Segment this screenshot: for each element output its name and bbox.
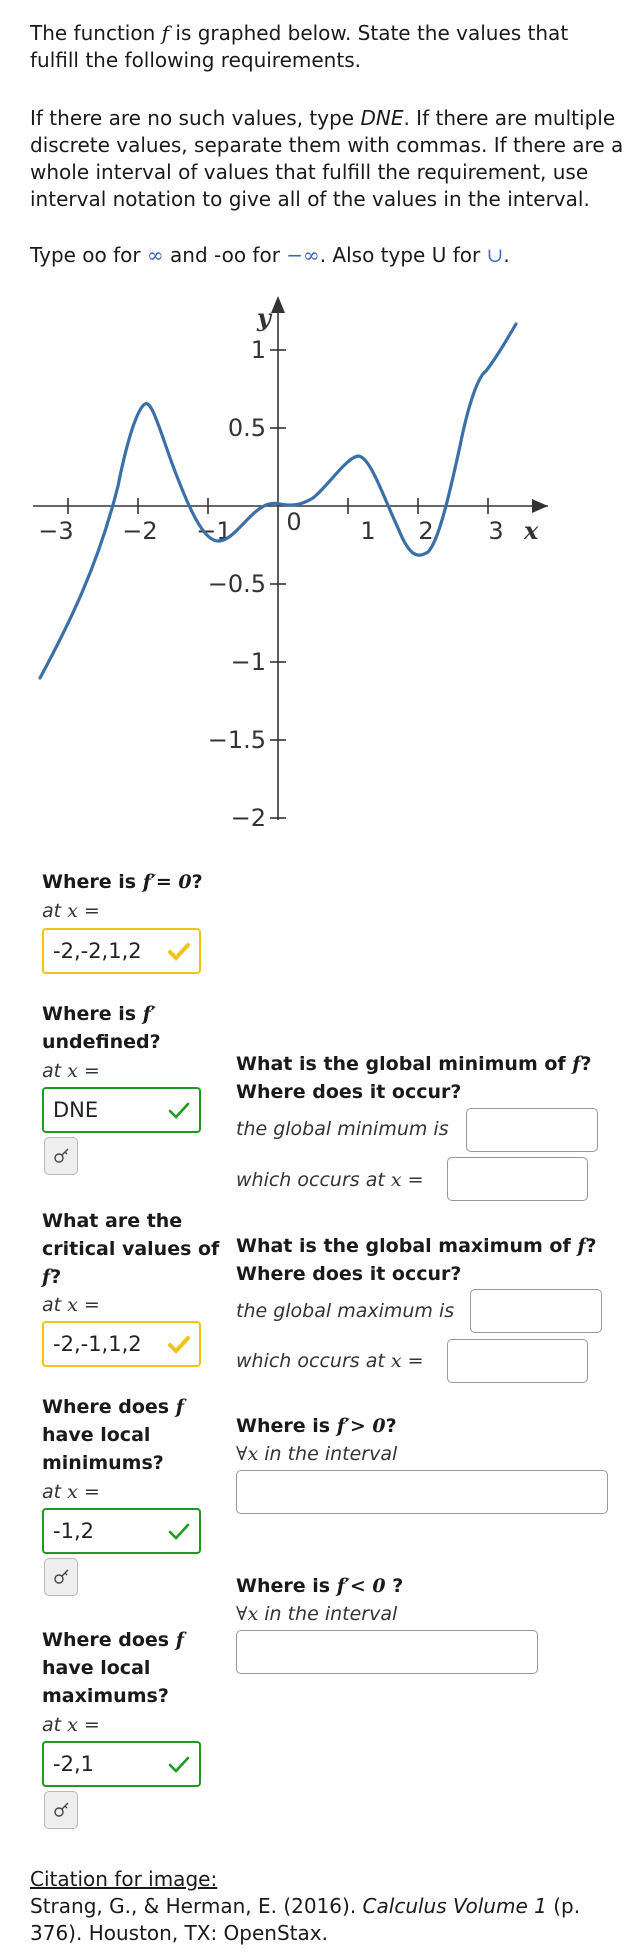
- y-tick-label: −1: [230, 648, 266, 676]
- at-x-label: at x =: [42, 1060, 100, 1082]
- y-tick-label: 0.5: [227, 414, 266, 442]
- occurs-at-label: which occurs at x =: [236, 1350, 424, 1372]
- decreasing-interval-input[interactable]: [236, 1630, 538, 1674]
- global-minimum-label: the global minimum is: [236, 1118, 449, 1140]
- instructions-line-2: discrete values, separate them with commas. If there are a: [30, 133, 624, 157]
- at-x-label: at x =: [42, 1481, 100, 1503]
- x-tick-label: 2: [418, 517, 434, 545]
- question-derivative-positive: Where is f′> 0?: [236, 1415, 397, 1437]
- question-critical-values: What are the critical values of f?: [42, 1210, 220, 1288]
- global-minimum-location-input[interactable]: [447, 1157, 588, 1201]
- check-icon: [167, 1098, 191, 1122]
- instructions-line-3: whole interval of values that fulfill the requirement, use: [30, 160, 589, 184]
- increasing-interval-input[interactable]: [236, 1470, 608, 1514]
- question-derivative-negative: Where is f′< 0 ?: [236, 1575, 404, 1597]
- check-partial-icon: [167, 1332, 191, 1356]
- show-answer-key-button[interactable]: [44, 1137, 78, 1175]
- derivative-undefined-input[interactable]: DNE: [42, 1087, 201, 1133]
- at-x-label: at x =: [42, 1294, 100, 1316]
- y-tick-label: 1: [250, 336, 266, 364]
- global-maximum-input[interactable]: [470, 1289, 602, 1333]
- key-icon: [53, 1568, 71, 1586]
- question-global-maximum: What is the global maximum of f? Where does it occur?: [236, 1235, 597, 1285]
- question-local-minimums: Where does f have local minimums?: [42, 1396, 184, 1474]
- key-icon: [53, 1801, 71, 1819]
- local-maximums-input[interactable]: -2,1: [42, 1741, 201, 1787]
- x-tick-label: −2: [122, 517, 158, 545]
- question-local-maximums: Where does f have local maximums?: [42, 1629, 184, 1707]
- derivative-zero-input[interactable]: -2,-2,1,2: [42, 928, 201, 974]
- x-tick-label: 3: [488, 517, 504, 545]
- at-x-label: at x =: [42, 1714, 100, 1736]
- x-axis-label: x: [524, 516, 539, 545]
- occurs-at-label: which occurs at x =: [236, 1169, 424, 1191]
- y-axis-label: y: [257, 303, 271, 332]
- citation-line-1: Strang, G., & Herman, E. (2016). Calculus Volume 1 (p.: [30, 1894, 581, 1918]
- citation-line-2: 376). Houston, TX: OpenStax.: [30, 1921, 328, 1945]
- y-tick-label: −2: [230, 804, 266, 826]
- check-partial-icon: [167, 939, 191, 963]
- origin-label: 0: [286, 508, 302, 536]
- x-tick-label: −3: [38, 517, 74, 545]
- check-icon: [167, 1752, 191, 1776]
- question-derivative-zero: Where is f′= 0?: [42, 871, 203, 893]
- y-axis-arrow: [271, 296, 285, 313]
- show-answer-key-button[interactable]: [44, 1558, 78, 1596]
- citation-heading: Citation for image:: [30, 1867, 218, 1891]
- function-graph: [28, 296, 548, 826]
- show-answer-key-button[interactable]: [44, 1791, 78, 1829]
- notation-instructions: Type oo for ∞ and -oo for −∞. Also type U for ∪.: [30, 243, 510, 267]
- global-minimum-input[interactable]: [466, 1108, 598, 1152]
- global-maximum-label: the global maximum is: [236, 1300, 455, 1322]
- critical-values-input[interactable]: -2,-1,1,2: [42, 1321, 201, 1367]
- interval-label: ∀x in the interval: [236, 1443, 398, 1465]
- intro-line-2: fulfill the following requirements.: [30, 48, 361, 72]
- intro-line-1: The function f is graphed below. State the values that: [30, 21, 569, 45]
- check-icon: [167, 1519, 191, 1543]
- y-tick-label: −0.5: [207, 570, 266, 598]
- question-global-minimum: What is the global minimum of f? Where does it occur?: [236, 1053, 592, 1103]
- key-icon: [53, 1147, 71, 1165]
- instructions-line-1: If there are no such values, type DNE. If there are multiple: [30, 106, 616, 130]
- x-tick-label: −1: [196, 517, 232, 545]
- y-tick-label: −1.5: [207, 726, 266, 754]
- instructions-line-4: interval notation to give all of the values in the interval.: [30, 187, 590, 211]
- x-tick-label: 1: [360, 517, 376, 545]
- question-derivative-undefined: Where is f′ undefined?: [42, 1003, 161, 1053]
- x-axis-arrow: [532, 499, 548, 513]
- local-minimums-input[interactable]: -1,2: [42, 1508, 201, 1554]
- at-x-label: at x =: [42, 900, 100, 922]
- interval-label: ∀x in the interval: [236, 1603, 398, 1625]
- global-maximum-location-input[interactable]: [447, 1339, 588, 1383]
